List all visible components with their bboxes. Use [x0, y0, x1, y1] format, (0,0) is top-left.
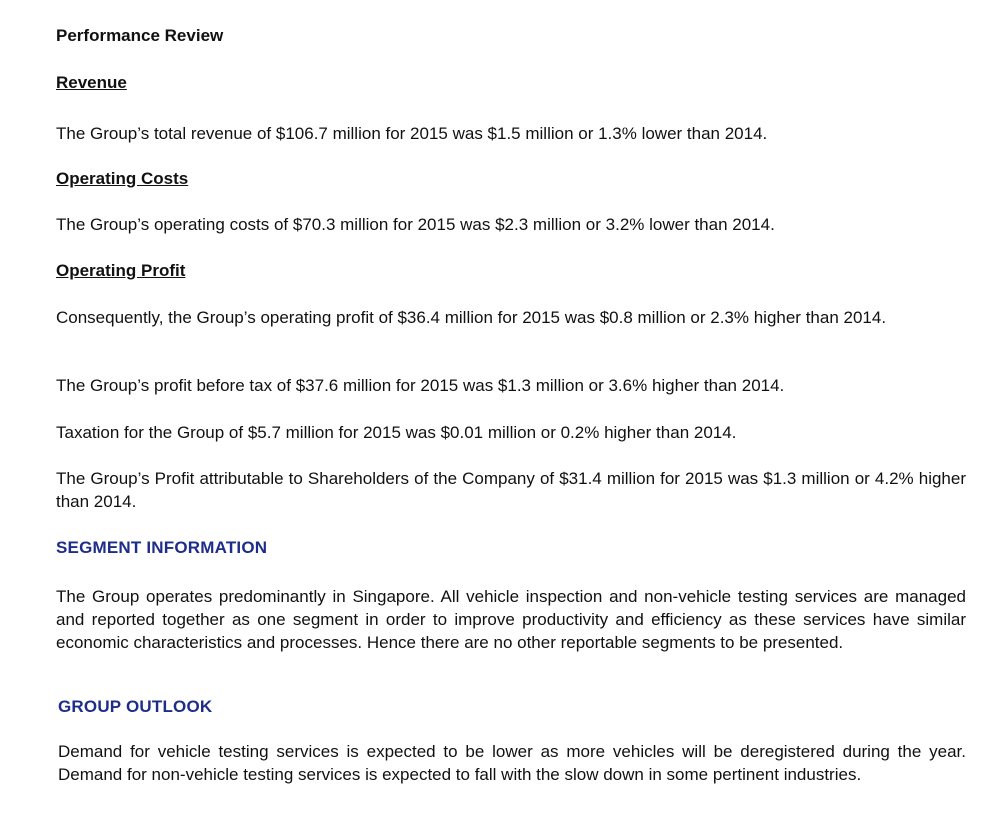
profit-attributable-paragraph: The Group’s Profit attributable to Shareholders of the Company of $31.4 million for 2015 was $1.3 million or 4.2% higher than 2014. [56, 469, 966, 511]
group-outlook-heading: GROUP OUTLOOK [58, 697, 213, 716]
operating-costs-heading: Operating Costs [56, 169, 189, 188]
operating-costs-paragraph: The Group’s operating costs of $70.3 million for 2015 was $2.3 million or 3.2% lower than 2014. [56, 215, 775, 234]
operating-profit-paragraph: Consequently, the Group’s operating profit of $36.4 million for 2015 was $0.8 million or 2.3% higher than 2014. [56, 308, 887, 327]
profit-before-tax-paragraph: The Group’s profit before tax of $37.6 million for 2015 was $1.3 million or 3.6% higher than 2014. [56, 376, 785, 395]
revenue-paragraph: The Group’s total revenue of $106.7 million for 2015 was $1.5 million or 1.3% lower than 2014. [56, 124, 768, 143]
operating-profit-heading: Operating Profit [56, 261, 186, 280]
page-title: Performance Review [56, 26, 224, 45]
segment-information-paragraph: The Group operates predominantly in Singapore. All vehicle inspection and non-vehicle testing services are managed and reported together as one segment in order to improve productivity and efficiency as these services have similar economic characteristics and processes. Hence there are no other reportable segments to be presented. [56, 587, 966, 652]
group-outlook-paragraph: Demand for vehicle testing services is expected to be lower as more vehicles will be deregistered during the year. Demand for non-vehicle testing services is expected to fall with the slow down in some pertinent industries. [58, 742, 966, 784]
revenue-heading: Revenue [56, 73, 127, 92]
taxation-paragraph: Taxation for the Group of $5.7 million for 2015 was $0.01 million or 0.2% higher than 2014. [56, 423, 737, 442]
segment-information-heading: SEGMENT INFORMATION [56, 538, 268, 557]
